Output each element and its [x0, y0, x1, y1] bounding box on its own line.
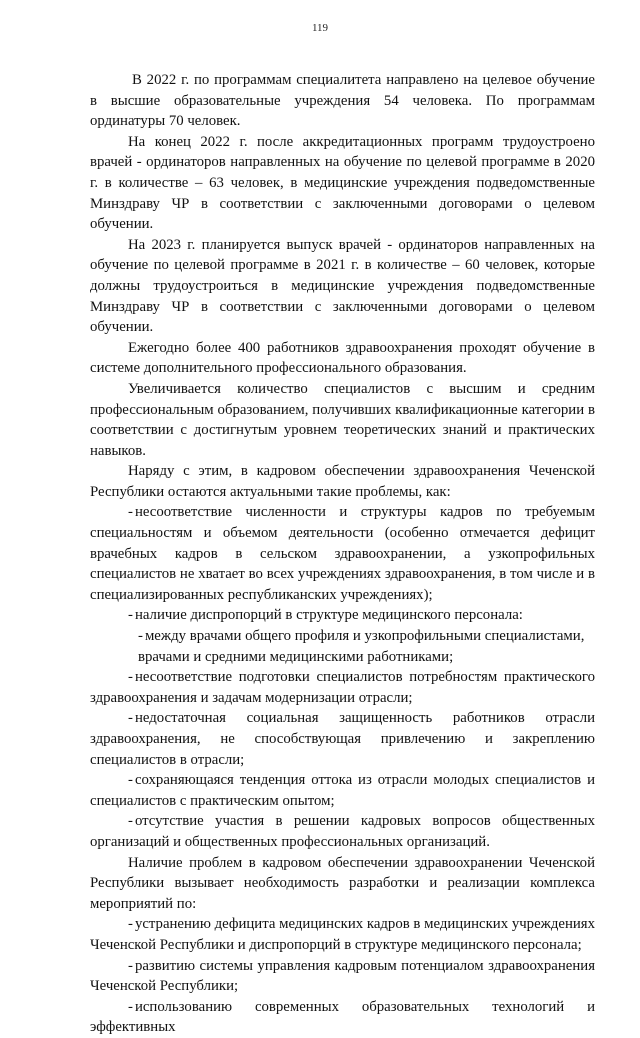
list-dash: -: [128, 957, 133, 974]
document-body: [90, 70, 595, 1038]
list-dash: -: [128, 669, 133, 686]
list-item: [90, 667, 595, 708]
paragraph: В 2022 г. по программам специалитета направлено на целевое обучение в высшие образовательные учреждения 54 человека. По программам ординатуры 70 человек.: [90, 72, 595, 130]
list-dash: -: [128, 813, 133, 830]
list-item-text: наличие диспропорций в структуре медицинского персонала:: [134, 607, 523, 624]
list-dash: -: [138, 628, 143, 645]
paragraph: Наряду с этим, в кадровом обеспечении здравоохранения Чеченской Республики остаются актуальными такие проблемы, как:: [90, 463, 595, 500]
list-item-text: несоответствие подготовки специалистов потребностям практического здравоохранения и задачам модернизации отрасли;: [90, 669, 595, 706]
list-dash: -: [128, 998, 133, 1015]
list-item: [90, 956, 595, 997]
paragraph: Увеличивается количество специалистов с высшим и средним профессиональным образованием, получивших квалификационные категории в соответствии с достигнутым уровнем теоретических знаний и практических навыков.: [90, 380, 595, 459]
list-item: [90, 997, 595, 1038]
list-item: [90, 770, 595, 811]
list-item: [90, 626, 595, 647]
paragraph: Наличие проблем в кадровом обеспечении здравоохранении Чеченской Республики вызывает необходимость разработки и реализации комплекса мероприятий по:: [90, 854, 595, 912]
list-item-text: устранению дефицита медицинских кадров в медицинских учреждениях Чеченской Республики и диспропорций в структуре медицинского персонала;: [90, 916, 595, 953]
list-item: [90, 502, 595, 605]
list-item-continuation: врачами и средними медицинскими работниками;: [138, 648, 454, 665]
list-dash: -: [128, 504, 133, 521]
list-item-text: несоответствие численности и структуры кадров по требуемым специальностям и объемом деятельности (особенно отмечается дефицит врачебных кадров в сельском здравоохранении, а узкопрофильных специалистов не хватает во всех учреждениях здравоохранения, в том числе и в специализированных республиканских учреждениях);: [90, 504, 595, 603]
list-item-text: между врачами общего профиля и узкопрофильными специалистами,: [144, 628, 585, 645]
paragraph: На конец 2022 г. после аккредитационных программ трудоустроено врачей - ординаторов направленных на обучение по целевой программе в 2020 г. в количестве – 63 человек, в медицинские учреждения подведомственные Минздраву ЧР в соответствии с заключенными договорами о целевом обучении.: [90, 133, 595, 233]
list-item-text: отсутствие участия в решении кадровых вопросов общественных организаций и общественных профессиональных организаций.: [90, 813, 595, 850]
list-item: [90, 708, 595, 770]
list-item-text: сохраняющаяся тенденция оттока из отрасли молодых специалистов и специалистов с практическим опытом;: [90, 772, 595, 809]
list-item-text: недостаточная социальная защищенность работников отрасли здравоохранения, не способствующая привлечению и закреплению специалистов в отрасли;: [90, 710, 595, 768]
list-dash: -: [128, 916, 133, 933]
list-dash: -: [128, 710, 133, 727]
list-dash: -: [128, 772, 133, 789]
list-item-text: развитию системы управления кадровым потенциалом здравоохранения Чеченской Республики;: [90, 957, 595, 995]
list-dash: -: [128, 607, 133, 624]
page-number: 119: [311, 22, 329, 34]
paragraph: Ежегодно более 400 работников здравоохранения проходят обучение в системе дополнительного профессионального образования.: [90, 339, 595, 377]
list-item: [90, 914, 595, 955]
list-item: [90, 605, 595, 626]
paragraph: На 2023 г. планируется выпуск врачей - ординаторов направленных на обучение по целевой программе в 2021 г. в количестве – 60 человек, которые должны трудоустроиться в медицинские учреждения подведомственные Минздраву ЧР в соответствии с заключенными договорами о целевом обучении.: [90, 236, 595, 336]
list-item: [90, 811, 595, 852]
list-item-text: использованию современных образовательных технологий и эффективных: [90, 998, 595, 1036]
